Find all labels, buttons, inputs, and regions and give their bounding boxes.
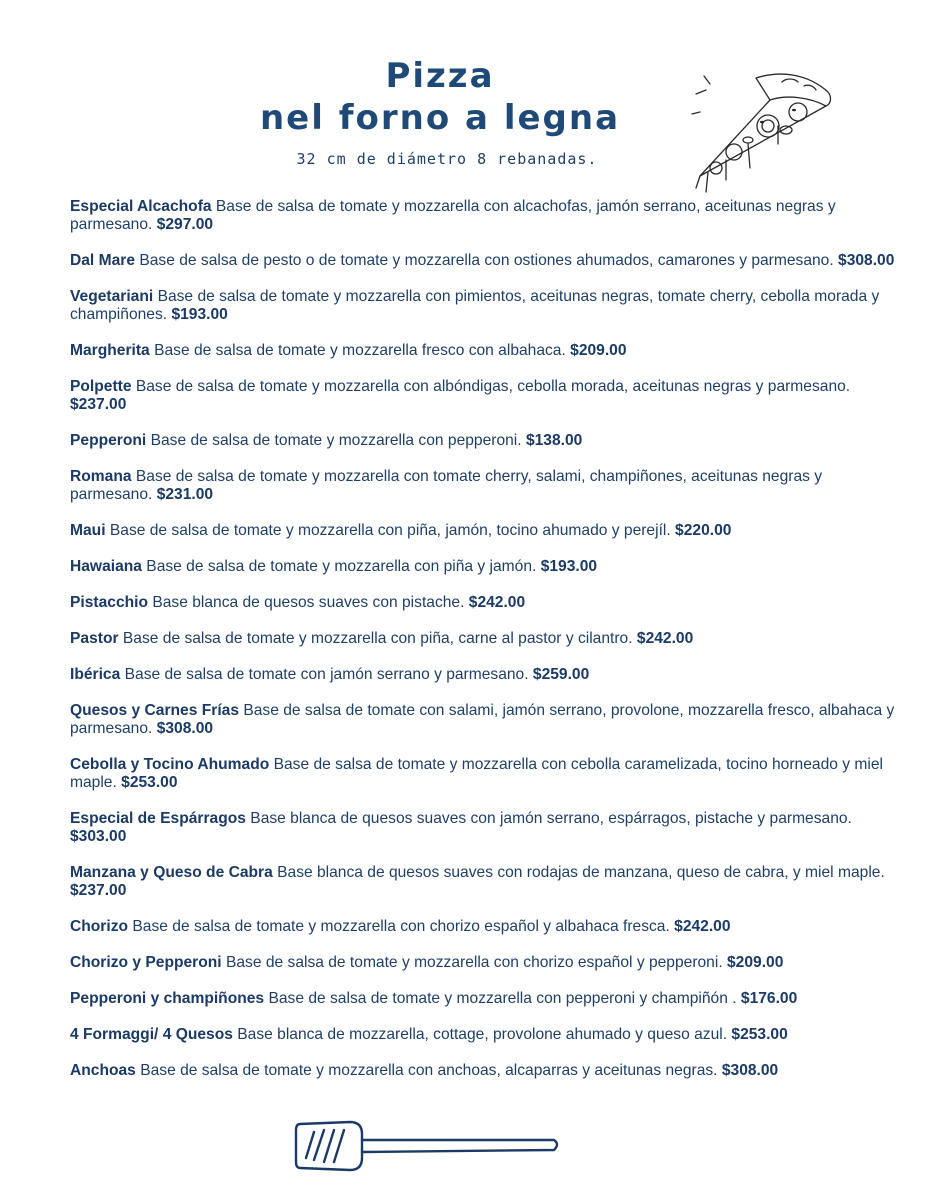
menu-item-name: Pepperoni — [70, 432, 147, 449]
menu-item-name: Vegetariani — [70, 288, 154, 305]
menu-item-name: 4 Formaggi/ 4 Quesos — [70, 1026, 233, 1043]
page-title-line-1: Pizza — [385, 56, 495, 96]
menu-item-price: $242.00 — [468, 594, 526, 611]
menu-item-name: Especial Alcachofa — [70, 198, 212, 215]
menu-item-price: $176.00 — [740, 990, 798, 1007]
menu-item-price: $242.00 — [674, 918, 731, 935]
menu-item — [70, 666, 900, 684]
menu-item-price: $193.00 — [540, 558, 598, 575]
menu-item-name: Anchoas — [70, 1062, 136, 1079]
menu-item-price: $209.00 — [727, 954, 784, 971]
pizza-slice-icon — [686, 64, 836, 196]
menu-item-description: Base de salsa de tomate con salami, jamón serrano, provolone, mozzarella fresco, albahaca y parmesano. — [70, 702, 895, 737]
menu-item-name: Cebolla y Tocino Ahumado — [70, 756, 270, 773]
menu-item-name: Quesos y Carnes Frías — [70, 702, 240, 719]
menu-item-description: Base de salsa de tomate y mozzarella con pepperoni. — [150, 432, 522, 449]
pizza-peel-icon — [292, 1118, 562, 1176]
menu-item — [70, 288, 900, 324]
menu-item-name: Dal Mare — [70, 252, 136, 269]
menu-item-description: Base de salsa de tomate y mozzarella con chorizo español y albahaca fresca. — [132, 918, 670, 935]
menu-item-name: Polpette — [70, 378, 132, 395]
menu-item-description: Base de salsa de tomate y mozzarella con pepperoni y champiñón . — [268, 990, 737, 1007]
page-subtitle: 32 cm de diámetro 8 rebanadas. — [296, 150, 598, 168]
menu-item-name: Chorizo — [70, 918, 129, 935]
menu-item-description: Base de salsa de pesto o de tomate y mozzarella con ostiones ahumados, camarones y parmesano. — [139, 252, 834, 269]
menu-item-name: Ibérica — [70, 666, 121, 683]
menu-item-price: $231.00 — [156, 486, 214, 503]
menu-item — [70, 630, 900, 648]
menu-item-description: Base de salsa de tomate y mozzarella con alcachofas, jamón serrano, aceitunas negras y parmesano. — [70, 198, 836, 233]
menu-item — [70, 954, 900, 972]
menu-item — [70, 594, 900, 612]
menu-item-price: $242.00 — [636, 630, 694, 647]
menu-item — [70, 252, 900, 270]
menu-item-description: Base blanca de quesos suaves con jamón serrano, espárragos, pistache y parmesano. — [250, 810, 852, 827]
menu-item-description: Base de salsa de tomate y mozzarella con piña y jamón. — [146, 558, 537, 575]
menu-item-price: $308.00 — [721, 1062, 779, 1079]
menu-item-price: $308.00 — [156, 720, 214, 737]
menu-item — [70, 1026, 900, 1044]
menu-item-description: Base blanca de quesos suaves con rodajas de manzana, queso de cabra, y miel maple. — [277, 864, 885, 881]
menu-item — [70, 1062, 900, 1080]
menu-item-price: $303.00 — [70, 828, 127, 845]
menu-item — [70, 522, 900, 540]
menu-item-price: $237.00 — [70, 882, 127, 899]
menu-item-name: Romana — [70, 468, 132, 485]
menu-item-price: $253.00 — [121, 774, 178, 791]
menu-item-price: $220.00 — [675, 522, 732, 539]
menu-item-name: Hawaiana — [70, 558, 142, 575]
menu-item-price: $297.00 — [156, 216, 214, 233]
menu-item — [70, 468, 900, 504]
menu-item-name: Pepperoni y champiñones — [70, 990, 265, 1007]
menu-item — [70, 432, 900, 450]
menu-item-description: Base de salsa de tomate y mozzarella con albóndigas, cebolla morada, aceitunas negras y parmesano. — [135, 378, 851, 395]
menu-item — [70, 918, 900, 936]
page-title-line-2: nel forno a legna — [259, 98, 621, 138]
menu-item — [70, 810, 900, 846]
menu-item-description: Base blanca de mozzarella, cottage, provolone ahumado y queso azul. — [237, 1026, 728, 1043]
menu-item-description: Base de salsa de tomate y mozzarella con anchoas, alcaparras y aceitunas negras. — [140, 1062, 718, 1079]
menu-item-description: Base de salsa de tomate y mozzarella con chorizo español y pepperoni. — [225, 954, 723, 971]
menu-item-price: $308.00 — [838, 252, 895, 269]
menu-item-price: $138.00 — [525, 432, 583, 449]
menu-item-name: Especial de Espárragos — [70, 810, 246, 827]
menu-item — [70, 198, 900, 234]
menu-item-price: $259.00 — [532, 666, 590, 683]
menu-item-description: Base de salsa de tomate y mozzarella con piña, carne al pastor y cilantro. — [122, 630, 633, 647]
menu-item-name: Chorizo y Pepperoni — [70, 954, 222, 971]
menu-item-price: $237.00 — [70, 396, 127, 413]
menu-item-name: Pastor — [70, 630, 119, 647]
menu-item-price: $253.00 — [731, 1026, 788, 1043]
menu-item-name: Manzana y Queso de Cabra — [70, 864, 273, 881]
menu-item-name: Margherita — [70, 342, 150, 359]
menu-item — [70, 990, 900, 1008]
menu-item-price: $193.00 — [171, 306, 228, 323]
menu-item-description: Base de salsa de tomate con jamón serrano y parmesano. — [124, 666, 529, 683]
menu-item-description: Base de salsa de tomate y mozzarella con tomate cherry, salami, champiñones, aceitunas negras y parmesano. — [70, 468, 823, 503]
menu-item — [70, 558, 900, 576]
menu-item — [70, 864, 900, 900]
menu-item-description: Base de salsa de tomate y mozzarella con pimientos, aceitunas negras, tomate cherry, cebolla morada y champiñones. — [70, 288, 880, 323]
menu-item-description: Base de salsa de tomate y mozzarella fresco con albahaca. — [154, 342, 566, 359]
menu-item-description: Base de salsa de tomate y mozzarella con piña, jamón, tocino ahumado y perejíl. — [109, 522, 671, 539]
menu-item-name: Pistacchio — [70, 594, 148, 611]
menu-item — [70, 342, 900, 360]
menu-item-price: $209.00 — [570, 342, 627, 359]
menu-item — [70, 378, 900, 414]
pizza-menu-list — [70, 198, 900, 1098]
menu-item-description: Base de salsa de tomate y mozzarella con cebolla caramelizada, tocino horneado y miel maple. — [70, 756, 883, 791]
menu-item-name: Maui — [70, 522, 106, 539]
menu-item-description: Base blanca de quesos suaves con pistache. — [152, 594, 465, 611]
menu-item — [70, 702, 900, 738]
menu-item — [70, 756, 900, 792]
